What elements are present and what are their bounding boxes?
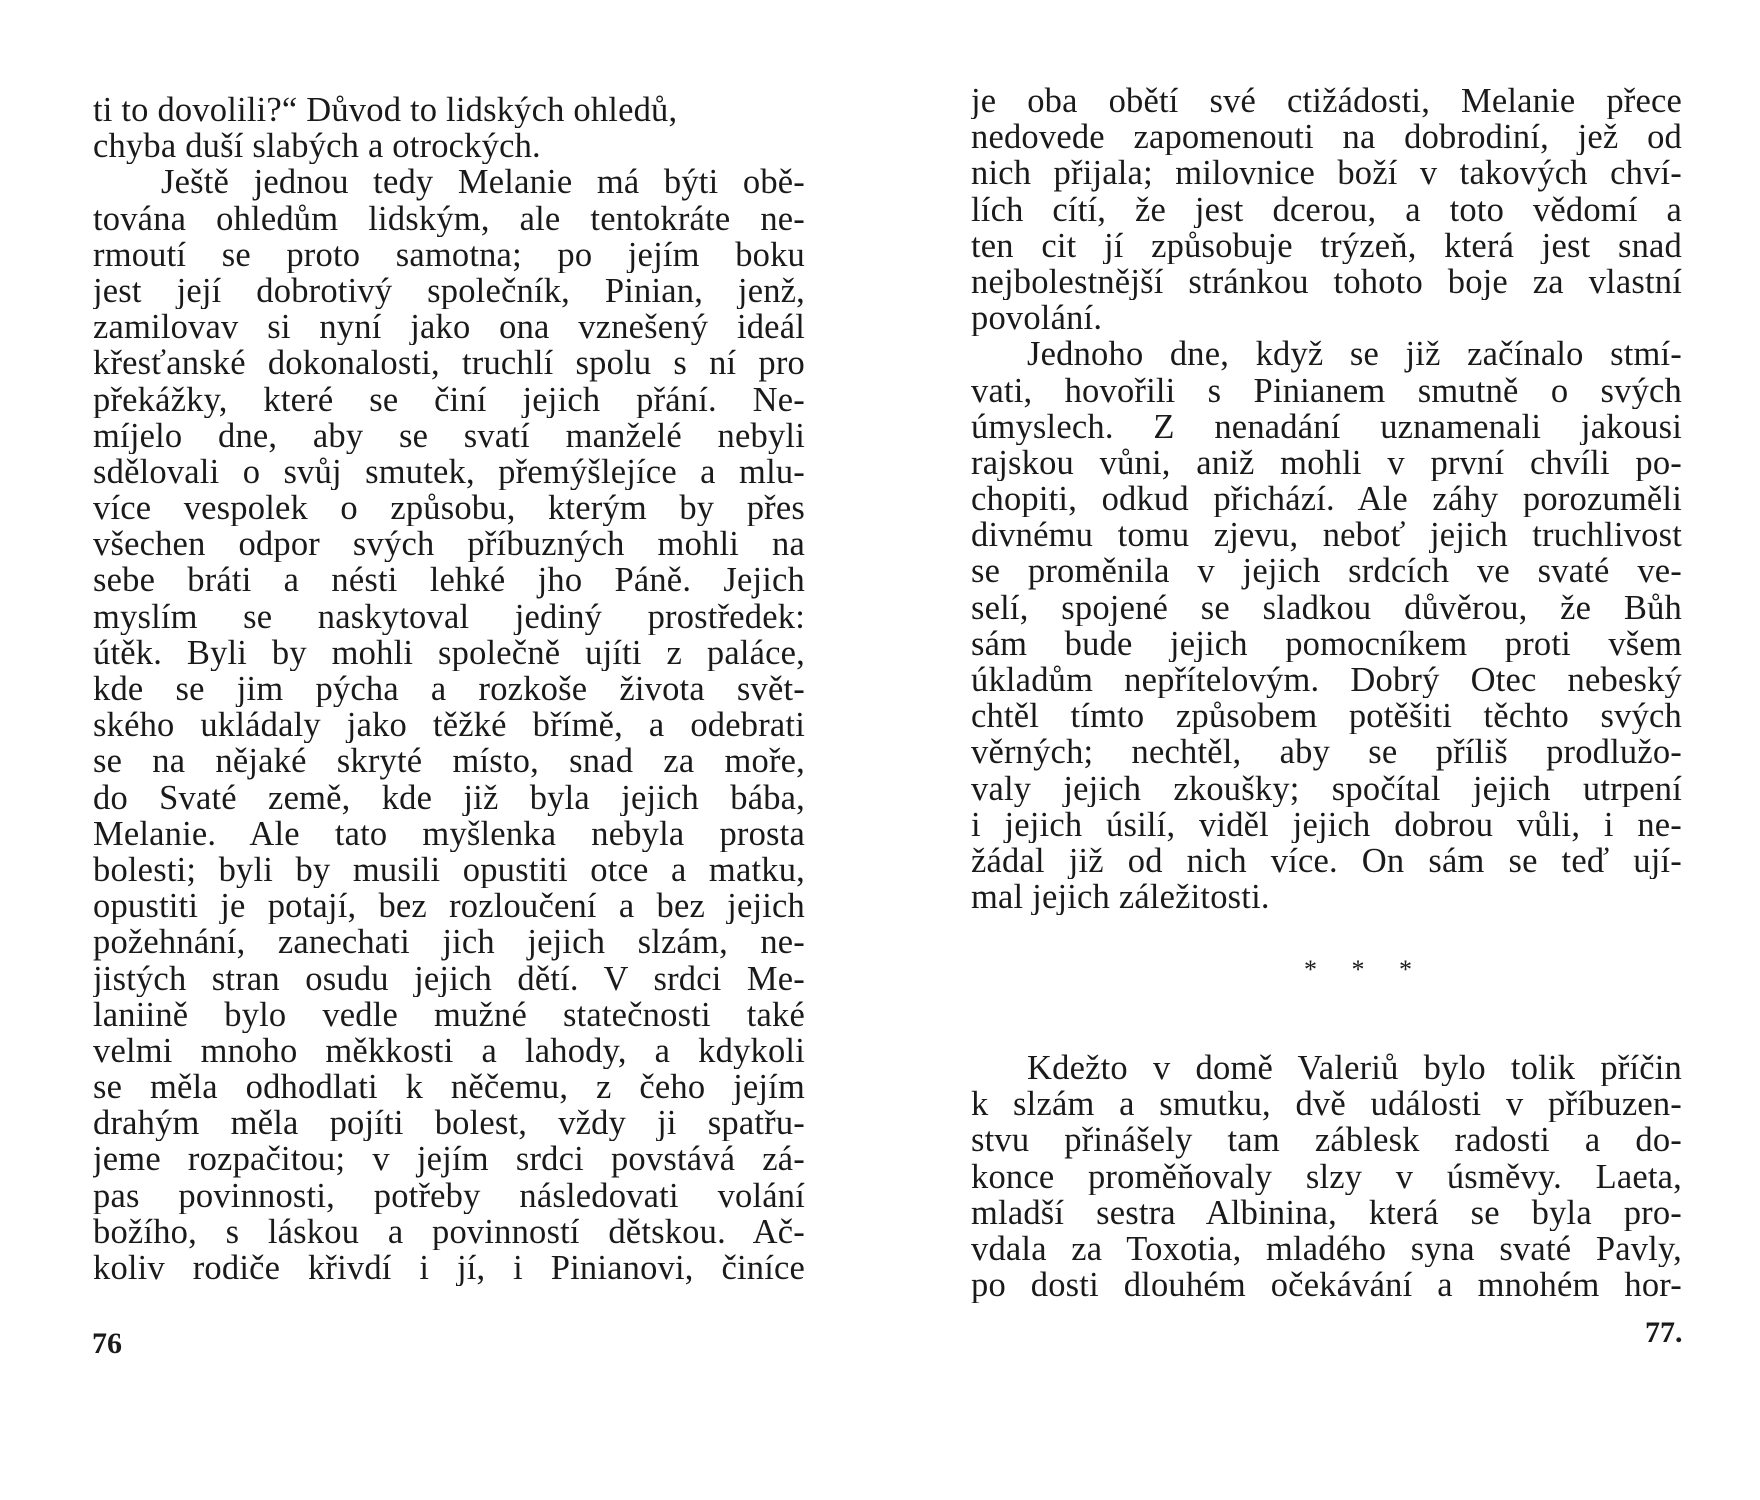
text-line: útěk. Byli by mohli společně ujíti z paláce, <box>93 634 805 671</box>
text-line: míjelo dne, aby se svatí manželé nebyli <box>93 417 805 454</box>
text-line: ti to dovolili?“ Důvod to lidských ohledů, <box>93 92 678 129</box>
text-line: všechen odpor svých příbuzných mohli na <box>93 526 805 563</box>
text-line: je oba obětí své ctižádosti, Melanie přece <box>971 83 1682 120</box>
page-number: 76 <box>92 1327 122 1360</box>
text-line: ten cit jí způsobuje trýzeň, která jest snad <box>971 227 1682 264</box>
text-line: mal jejich záležitosti. <box>971 879 1270 916</box>
text-line: koliv rodiče křivdí i jí, i Pinianovi, činíce <box>93 1250 805 1287</box>
text-line: rajskou vůni, aniž mohli v první chvíli po- <box>971 444 1682 482</box>
text-line: vati, hovořili s Pinianem smutně o svých <box>971 372 1682 409</box>
text-line: povolání. <box>971 300 1103 337</box>
text-line: do Svaté země, kde již byla jejich bába, <box>93 779 805 816</box>
text-line: bolesti; byli by musili opustiti otce a matku, <box>93 851 805 889</box>
text-line: úmyslech. Z nenadání uznamenali jakousi <box>971 408 1682 445</box>
text-line: ského ukládaly jako těžké břímě, a odebrati <box>93 707 805 744</box>
text-line: valy jejich zkoušky; spočítal jejich utrpení <box>971 770 1682 807</box>
text-line: po dosti dlouhém očekávání a mnohém hor- <box>971 1267 1682 1304</box>
text-line: tována ohledům lidským, ale tentokráte ne- <box>93 200 805 237</box>
text-line: konce proměňovaly slzy v úsměvy. Laeta, <box>971 1158 1682 1195</box>
text-line: Melanie. Ale tato myšlenka nebyla prosta <box>93 815 805 852</box>
right-page <box>880 0 1760 1500</box>
text-line: úkladům nepřítelovým. Dobrý Otec nebeský <box>971 662 1682 699</box>
text-line: jeme rozpačitou; v jejím srdci povstává zá- <box>93 1141 805 1178</box>
text-line: k slzám a smutku, dvě události v příbuzen- <box>971 1086 1682 1123</box>
text-line: sebe bráti a nésti lehké jho Páně. Jejich <box>93 562 805 599</box>
text-line: se proměnila v jejich srdcích ve svaté ve- <box>971 553 1682 590</box>
text-line: požehnání, zanechati jich jejich slzám, ne- <box>93 924 805 961</box>
right-page-text-section-2 <box>971 1050 1682 1303</box>
text-line: drahým měla pojíti bolest, vždy ji spatřu- <box>93 1105 805 1142</box>
text-line: nedovede zapomenouti na dobrodiní, jež od <box>971 119 1682 156</box>
text-line: lích cítí, že jest dcerou, a toto vědomí a <box>971 191 1682 228</box>
text-line: nich přijala; milovnice boží v takových chví- <box>971 155 1682 192</box>
paragraph-start-line: Ještě jednou tedy Melanie má býti obě- <box>161 164 805 201</box>
paragraph-start-line: Kdežto v domě Valeriů bylo tolik příčin <box>1027 1050 1682 1087</box>
text-line: věrných; nechtěl, aby se příliš prodlužo- <box>971 734 1682 771</box>
paragraph-start-line: Jednoho dne, když se již začínalo stmí- <box>1027 336 1682 373</box>
text-line: křesťanské dokonalosti, truchlí spolu s ní pro <box>93 345 805 382</box>
text-line: nejbolestnější stránkou tohoto boje za vlastní <box>971 263 1682 301</box>
text-line: chtěl tímto způsobem potěšiti těchto svých <box>971 698 1682 735</box>
text-line: opustiti je potají, bez rozloučení a bez jejich <box>93 888 805 925</box>
text-line: vdala za Toxotia, mladého syna svaté Pavly, <box>971 1230 1682 1268</box>
text-line: sám bude jejich pomocníkem proti všem <box>971 625 1682 662</box>
text-line: pas povinnosti, potřeby následovati volání <box>93 1177 805 1214</box>
text-line: žádal již od nich více. On sám se teď ují- <box>971 842 1682 880</box>
section-separator: * * * <box>1304 955 1426 984</box>
text-line: i jejich úsilí, viděl jejich dobrou vůli, i ne- <box>971 806 1682 843</box>
text-line: se měla odhodlati k něčemu, z čeho jejím <box>93 1069 805 1106</box>
text-line: stvu přinášely tam záblesk radosti a do- <box>971 1122 1682 1159</box>
text-line: chopiti, odkud přichází. Ale záhy porozuměli <box>971 481 1682 518</box>
text-line: božího, s láskou a povinností dětskou. Ač- <box>93 1213 805 1250</box>
text-line: zamilovav si nyní jako ona vznešený ideál <box>93 309 805 346</box>
text-line: překážky, které se činí jejich přání. Ne- <box>93 381 805 418</box>
right-page-text <box>971 83 1682 915</box>
page-number: 77. <box>1645 1316 1683 1349</box>
text-line: divnému tomu zjevu, neboť jejich truchlivost <box>971 517 1682 554</box>
text-line: kde se jim pýcha a rozkoše života svět- <box>93 671 805 708</box>
text-line: selí, spojené se sladkou důvěrou, že Bůh <box>971 589 1682 626</box>
text-line: se na nějaké skryté místo, snad za moře, <box>93 743 805 780</box>
text-line: jest její dobrotivý společník, Pinian, jenž, <box>93 272 805 310</box>
left-page-text <box>93 92 805 1286</box>
text-line: velmi mnoho měkkosti a lahody, a kdykoli <box>93 1032 805 1070</box>
text-line: laniině bylo vedle mužné statečnosti také <box>93 996 805 1033</box>
text-line: rmoutí se proto samotna; po jejím boku <box>93 236 805 273</box>
text-line: jistých stran osudu jejich dětí. V srdci Me- <box>93 960 805 997</box>
text-line: chyba duší slabých a otrockých. <box>93 128 541 165</box>
text-line: myslím se naskytoval jediný prostředek: <box>93 598 805 635</box>
text-line: mladší sestra Albinina, která se byla pro- <box>971 1194 1682 1231</box>
text-line: sdělovali o svůj smutek, přemýšlejíce a mlu- <box>93 453 805 491</box>
text-line: více vespolek o způsobu, kterým by přes <box>93 490 805 527</box>
